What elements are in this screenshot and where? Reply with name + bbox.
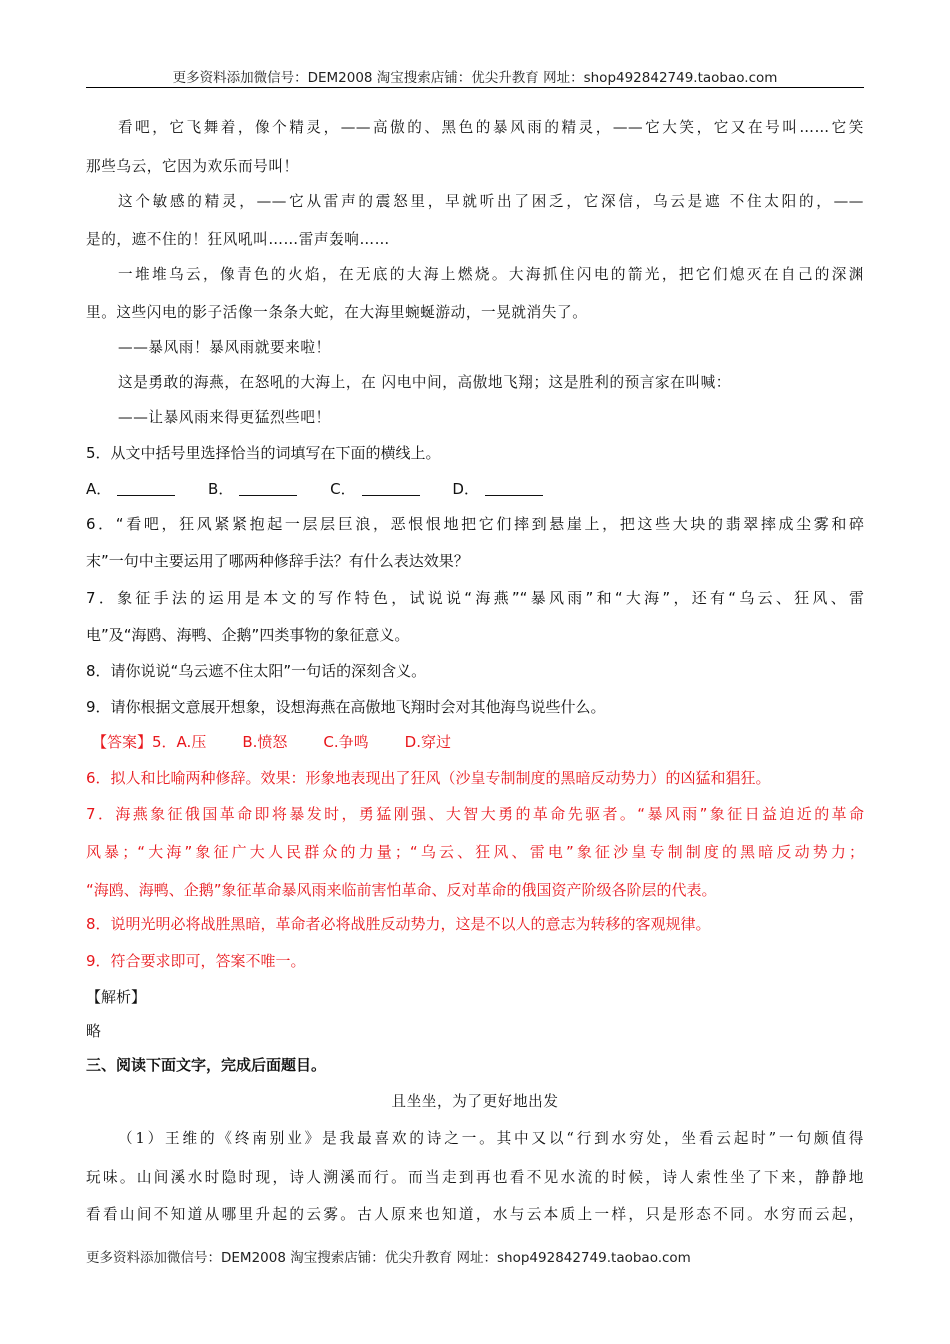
option-c-label: C．: [330, 480, 356, 498]
passage-line: ——暴风雨！暴风雨就要来啦！: [118, 339, 331, 356]
question-7-cont: 电”及“海鸥、海鸭、企鹅”四类事物的象征意义。: [86, 626, 410, 644]
answer-7-cont: 风暴；“大海”象征广大人民群众的力量；“乌云、狂风、雷电”象征沙皇专制制度的黑暗反动势力；: [86, 843, 864, 861]
question-7: 7．象征手法的运用是本文的写作特色，试说说“海燕”“暴风雨”和“大海”，还有“乌云、狂风、雷: [86, 589, 864, 607]
passage-line: 里。这些闪电的影子活像一条条大蛇，在大海里蜿蜒游动，一晃就消失了。: [86, 304, 588, 321]
analysis-label: 【解析】: [86, 988, 147, 1006]
option-c: [330, 479, 419, 499]
option-b-label: B．: [208, 480, 234, 498]
answer-8: 8．说明光明必将战胜黑暗，革命者必将战胜反动势力，这是不以人的意志为转移的客观规律。: [86, 915, 711, 933]
answer-5a: A.压: [176, 733, 207, 751]
option-b: [208, 479, 297, 499]
passage-line: ——让暴风雨来得更猛烈些吧！: [118, 409, 331, 426]
passage-line: 那些乌云，它因为欢乐而号叫！: [86, 158, 299, 175]
option-a-label: A．: [86, 480, 112, 498]
passage-line: 这个敏感的精灵，——它从雷声的震怒里，早就听出了困乏，它深信，乌云是遮 不住太阳的，——: [118, 193, 864, 210]
question-5: 5．从文中括号里选择恰当的词填写在下面的横线上。: [86, 444, 441, 462]
article-line: 看看山间不知道从哪里升起的云雾。古人原来也知道，水与云本质上一样，只是形态不同。水穷而云起，: [86, 1206, 864, 1223]
option-d-label: D．: [452, 480, 479, 498]
article-title: 且坐坐，为了更好地出发: [391, 1093, 559, 1110]
answer-5d: D.穿过: [404, 733, 451, 751]
passage-line: 看吧，它飞舞着，像个精灵，——高傲的、黑色的暴风雨的精灵，——它大笑，它又在号叫……它笑: [118, 119, 864, 136]
answer-blank-c: [362, 481, 420, 496]
passage-line: 是的，遮不住的！狂风吼叫……雷声轰响……: [86, 231, 390, 248]
question-6: 6．“看吧，狂风紧紧抱起一层层巨浪，恶恨恨地把它们摔到悬崖上，把这些大块的翡翠摔成尘雾和碎: [86, 515, 864, 533]
answer-9: 9．符合要求即可，答案不唯一。: [86, 952, 306, 970]
answer-7: 7．海燕象征俄国革命即将暴发时，勇猛刚强、大智大勇的革命先驱者。“暴风雨”象征日益迫近的革命: [86, 805, 864, 823]
page-footer: 更多资料添加微信号：DEM2008 淘宝搜索店铺：优尖升教育 网址：shop492842749.taobao.com: [86, 1250, 691, 1266]
section-3-heading: 三、阅读下面文字，完成后面题目。: [86, 1056, 327, 1074]
question-8: 8．请你说说“乌云遮不住太阳”一句话的深刻含义。: [86, 662, 427, 680]
answer-5c: C.争鸣: [323, 733, 369, 751]
answer-7-cont2: “海鸥、海鸭、企鹅”象征革命暴风雨来临前害怕革命、反对革命的俄国资产阶级各阶层的代表。: [86, 881, 717, 899]
answer-blank-d: [485, 481, 543, 496]
article-line: 玩味。山间溪水时隐时现，诗人溯溪而行。而当走到再也看不见水流的时候，诗人索性坐了下来，静静地: [86, 1169, 864, 1186]
article-line: （1）王维的《终南别业》是我最喜欢的诗之一。其中又以“行到水穷处，坐看云起时”一句颇值得: [118, 1130, 864, 1147]
passage-line: 这是勇敢的海燕，在怒吼的大海上，在 闪电中间，高傲地飞翔；这是胜利的预言家在叫喊：: [118, 374, 731, 391]
answer-label: 【答案】5．: [92, 733, 177, 751]
answer-blank-b: [239, 481, 297, 496]
header-divider: [86, 87, 864, 88]
passage-line: 一堆堆乌云，像青色的火焰，在无底的大海上燃烧。大海抓住闪电的箭光，把它们熄灭在自己的深渊: [118, 266, 864, 283]
option-a: [86, 479, 175, 499]
answer-blank-a: [117, 481, 175, 496]
page-header: 更多资料添加微信号：DEM2008 淘宝搜索店铺：优尖升教育 网址：shop492842749.taobao.com: [172, 70, 778, 86]
question-5-options: [86, 479, 864, 499]
answer-5: [92, 732, 870, 752]
answer-5b: B.愤怒: [242, 733, 288, 751]
answer-6: 6．拟人和比喻两种修辞。效果：形象地表现出了狂风（沙皇专制制度的黑暗反动势力）的凶猛和猖狂。: [86, 769, 771, 787]
option-d: [452, 479, 543, 499]
question-9: 9．请你根据文意展开想象，设想海燕在高傲地飞翔时会对其他海鸟说些什么。: [86, 698, 606, 716]
analysis-text: 略: [86, 1022, 102, 1040]
question-6-cont: 末”一句中主要运用了哪两种修辞手法？有什么表达效果？: [86, 552, 469, 570]
